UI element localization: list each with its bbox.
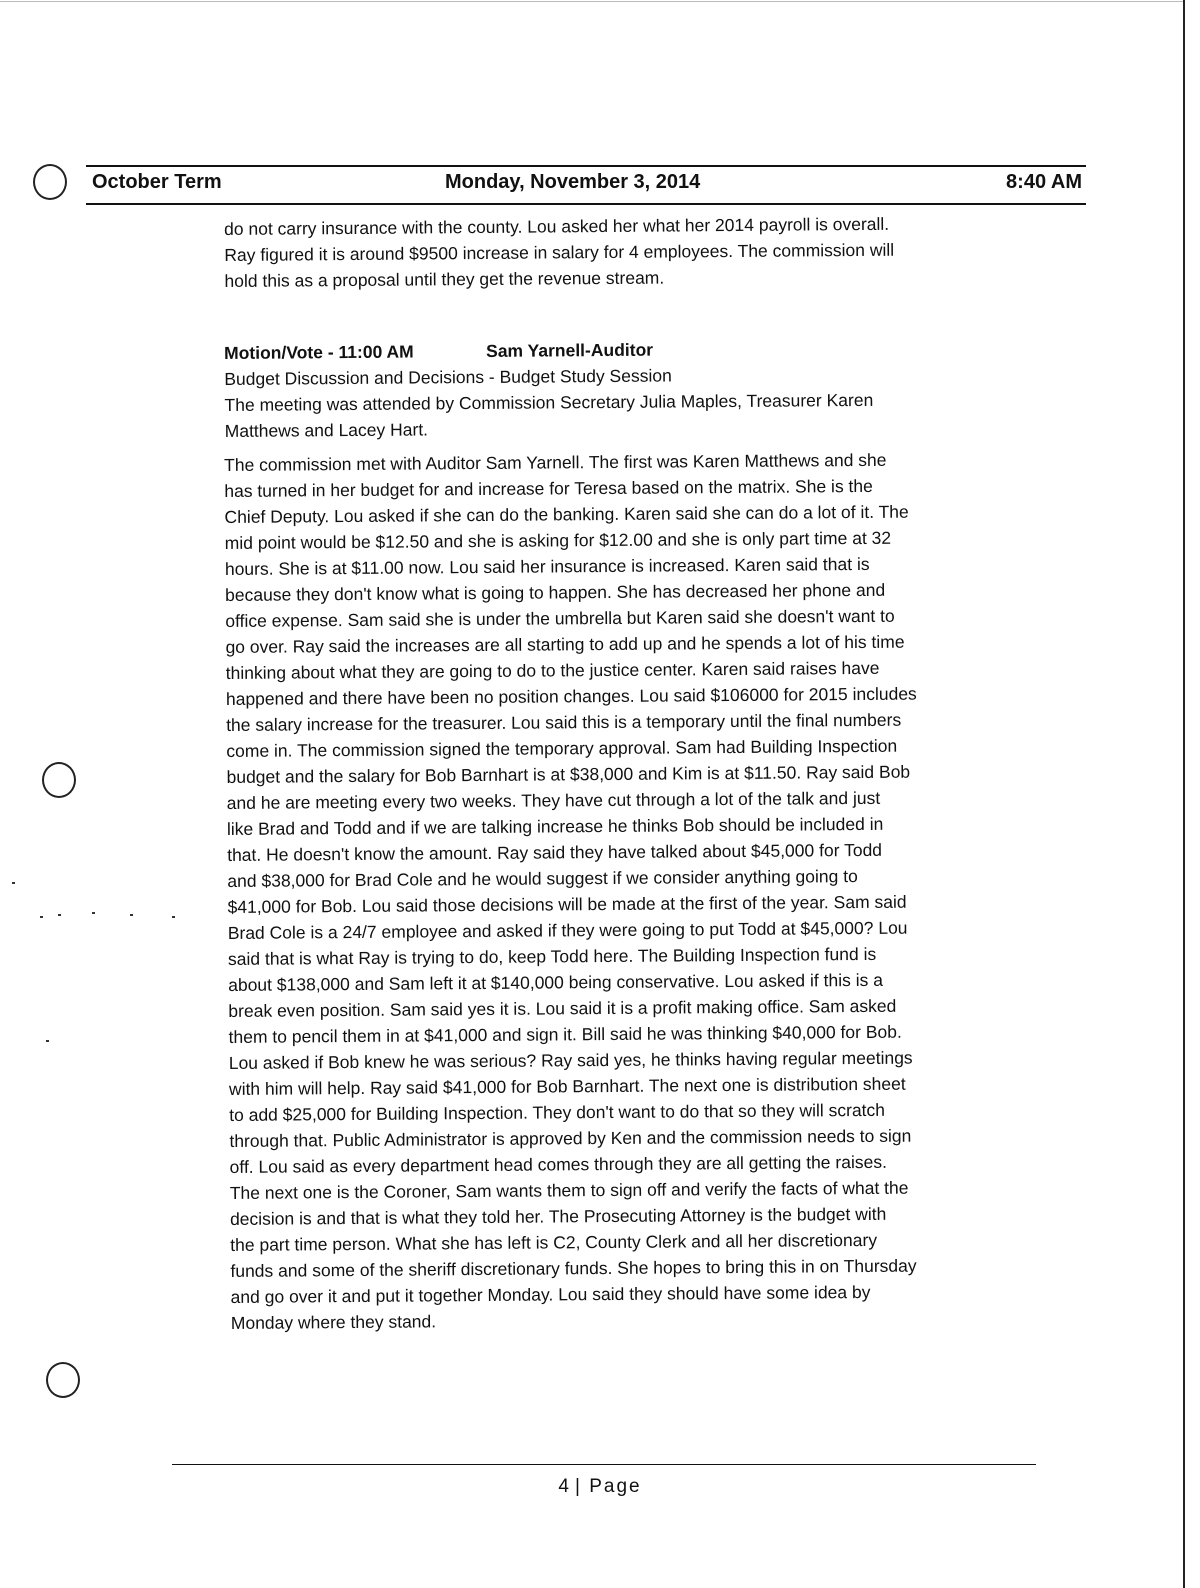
text-line: and $38,000 for Brad Cole and he would suggest if we consider anything going to bbox=[227, 866, 858, 891]
text-line: through that. Public Administrator is approved by Ken and the commission needs to sign bbox=[229, 1125, 912, 1151]
text-line: do not carry insurance with the county. Lou asked her what her 2014 payroll is overall. bbox=[224, 213, 890, 239]
page-edge-top bbox=[0, 1, 1185, 2]
text-line: about $138,000 and Sam left it at $140,000 being conservative. Lou asked if this is a bbox=[228, 969, 883, 995]
text-line: to add $25,000 for Building Inspection. They don't want to do that so they will scratch bbox=[229, 1099, 886, 1125]
text-line: hours. She is at $11.00 now. Lou said her insurance is increased. Karen said that is bbox=[224, 553, 870, 579]
motion-label: Motion/Vote - 11:00 AM bbox=[224, 341, 414, 363]
text-line: like Brad and Todd and if we are talking increase he thinks Bob should be included in bbox=[226, 813, 884, 839]
scan-speck bbox=[172, 916, 175, 918]
text-line: Brad Cole is a 24/7 employee and asked if they were going to put Todd at $45,000? Lou bbox=[227, 917, 908, 943]
text-line: Chief Deputy. Lou asked if she can do the banking. Karen said she can do a lot of it. The bbox=[224, 501, 909, 527]
page-footer bbox=[0, 1476, 1200, 1498]
text-line: The commission met with Auditor Sam Yarnell. The first was Karen Matthews and she bbox=[224, 449, 887, 475]
intro-paragraph bbox=[224, 210, 1025, 294]
text-line: $41,000 for Bob. Lou said those decisions will be made at the first of the year. Sam said bbox=[227, 891, 907, 917]
scan-speck bbox=[46, 1040, 49, 1042]
text-line: the part time person. What she has left is C2, County Clerk and all her discretionary bbox=[230, 1229, 878, 1255]
text-line: off. Lou said as every department head comes through they are all getting the raises. bbox=[229, 1151, 887, 1177]
attendance-line: The meeting was attended by Commission Secretary Julia Maples, Treasurer Karen bbox=[224, 389, 874, 415]
main-paragraph bbox=[224, 446, 1031, 1336]
scan-speck bbox=[58, 914, 61, 916]
scan-speck bbox=[92, 912, 95, 914]
header-date: Monday, November 3, 2014 bbox=[445, 171, 701, 193]
scan-speck bbox=[130, 914, 133, 916]
text-line: funds and some of the sheriff discretionary funds. She hopes to bring this in on Thursday bbox=[230, 1255, 917, 1281]
attendance-line: Matthews and Lacey Hart. bbox=[224, 419, 429, 441]
scan-speck bbox=[40, 916, 43, 918]
text-line: the salary increase for the treasurer. Lou said this is a temporary until the final numbers bbox=[226, 709, 902, 735]
page-edge-right bbox=[1183, 0, 1185, 1588]
text-line: mid point would be $12.50 and she is asking for $12.00 and she is only part time at 32 bbox=[224, 527, 892, 553]
motion-person: Sam Yarnell-Auditor bbox=[486, 339, 654, 361]
text-line: because they don't know what is going to happen. She has decreased her phone and bbox=[225, 579, 886, 605]
header-term: October Term bbox=[92, 171, 222, 193]
text-line: Monday where they stand. bbox=[230, 1311, 437, 1333]
footer-rule bbox=[172, 1464, 1036, 1465]
header-time: 8:40 AM bbox=[1006, 171, 1082, 193]
text-line: them to pencil them in at $41,000 and sign it. Bill said he was thinking $40,000 for Bob. bbox=[228, 1021, 902, 1047]
text-line: thinking about what they are going to do to the justice center. Karen said raises have bbox=[225, 657, 880, 683]
text-line: office expense. Sam said she is under the umbrella but Karen said she doesn't want to bbox=[225, 605, 895, 631]
motion-subject: Budget Discussion and Decisions - Budget Study Session bbox=[224, 365, 672, 389]
text-line: hold this as a proposal until they get the revenue stream. bbox=[224, 267, 665, 291]
header-rule-top bbox=[86, 165, 1086, 167]
text-line: with him will help. Ray said $41,000 for Bob Barnhart. The next one is distribution sheet bbox=[228, 1073, 906, 1099]
text-line: that. He doesn't know the amount. Ray said they have talked about $45,000 for Todd bbox=[227, 839, 883, 865]
header-rule-bottom bbox=[86, 203, 1086, 205]
text-line: break even position. Sam said yes it is. Lou said it is a profit making office. Sam asked bbox=[228, 995, 897, 1021]
motion-section bbox=[224, 334, 1025, 444]
binder-hole-top bbox=[33, 164, 67, 200]
text-line: happened and there have been no position changes. Lou said $106000 for 2015 includes bbox=[225, 683, 917, 709]
page-label: | Page bbox=[574, 1476, 642, 1497]
text-line: budget and the salary for Bob Barnhart is at $38,000 and Kim is at $11.50. Ray said Bob bbox=[226, 761, 911, 787]
text-line: and he are meeting every two weeks. They have cut through a lot of the talk and just bbox=[226, 787, 881, 813]
text-line: Lou asked if Bob knew he was serious? Ray said yes, he thinks having regular meetings bbox=[228, 1047, 913, 1073]
text-line: Ray figured it is around $9500 increase in salary for 4 employees. The commission will bbox=[224, 239, 895, 265]
page-number: 4 bbox=[558, 1476, 571, 1497]
text-line: come in. The commission signed the temporary approval. Sam had Building Inspection bbox=[226, 735, 898, 761]
text-line: said that is what Ray is trying to do, keep Todd here. The Building Inspection fund is bbox=[227, 943, 877, 969]
text-line: and go over it and put it together Monday. Lou said they should have some idea by bbox=[230, 1281, 871, 1307]
scan-speck bbox=[12, 882, 15, 884]
text-line: has turned in her budget for and increase for Teresa based on the matrix. She is the bbox=[224, 475, 873, 501]
text-line: go over. Ray said the increases are all starting to add up and he spends a lot of his time bbox=[225, 631, 905, 657]
binder-hole-bottom bbox=[46, 1362, 80, 1398]
text-line: decision is and that is what they told her. The Prosecuting Attorney is the budget with bbox=[229, 1203, 887, 1229]
binder-hole-middle bbox=[42, 762, 76, 798]
text-line: The next one is the Coroner, Sam wants them to sign off and verify the facts of what the bbox=[229, 1177, 909, 1203]
